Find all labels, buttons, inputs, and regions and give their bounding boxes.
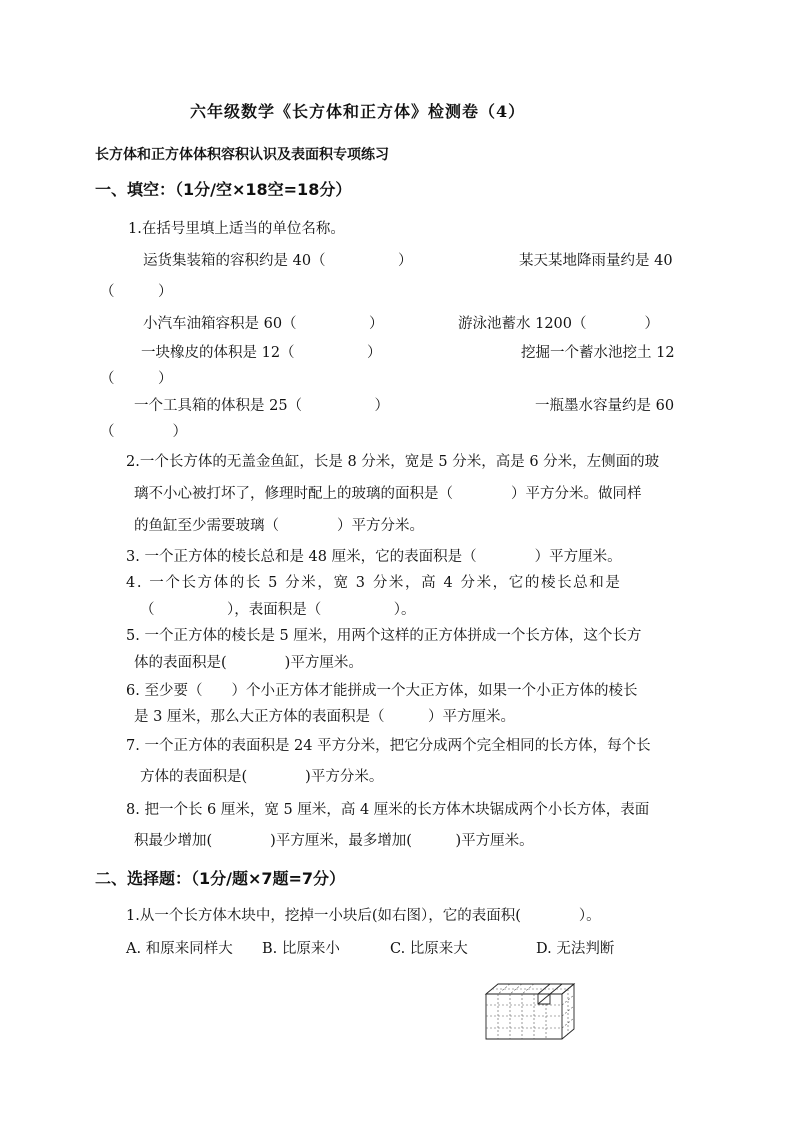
s2-q1-option-d: D. 无法判断	[536, 941, 615, 957]
s2-q1-option-b: B. 比原来小	[262, 941, 340, 957]
s2-q1-option-c: C. 比原来大	[390, 941, 468, 957]
subtitle: 长方体和正方体体积容积认识及表面积专项练习	[95, 147, 389, 163]
q4-line1	[126, 573, 700, 593]
q8-line2: 积最少增加( )平方厘米，最多增加( )平方厘米。	[134, 833, 534, 849]
q1-row4-right: 一瓶墨水容量约是 60	[535, 398, 675, 414]
q7-line1: 7. 一个正方体的表面积是 24 平方分米，把它分成两个完全相同的长方体，每个长	[126, 738, 651, 754]
q3-line: 3. 一个正方体的棱长总和是 48 厘米，它的表面积是（ ）平方厘米。	[126, 549, 622, 565]
section1-heading: 一、填空：（1分/空×18空=18分）	[95, 180, 352, 199]
q1-row1-tail: （ ）	[100, 284, 173, 300]
q1-prompt: 1.在括号里填上适当的单位名称。	[128, 221, 345, 237]
q1-row3-right: 挖掘一个蓄水池挖土 12	[521, 345, 675, 361]
q1-row3-left: 一块橡皮的体积是 12（ ）	[141, 345, 382, 361]
q6-line2: 是 3 厘米，那么大正方体的表面积是（ ）平方厘米。	[134, 709, 515, 725]
q1-row4-left: 一个工具箱的体积是 25（ ）	[134, 398, 390, 414]
q5-line1: 5. 一个正方体的棱长是 5 厘米，用两个这样的正方体拼成一个长方体，这个长方	[126, 628, 642, 644]
cuboid-with-notch-figure	[482, 982, 582, 1042]
page-title: 六年级数学《长方体和正方体》检测卷（4）	[190, 102, 526, 121]
q1-row2-right: 游泳池蓄水 1200（ ）	[458, 316, 660, 332]
q6-line1: 6. 至少要（ ）个小正方体才能拼成一个大正方体，如果一个小正方体的棱长	[126, 683, 638, 699]
q2-line1: 2.一个长方体的无盖金鱼缸，长是 8 分米，宽是 5 分米，高是 6 分米，左侧面的玻	[126, 454, 660, 470]
q5-line2: 体的表面积是( )平方厘米。	[134, 655, 363, 671]
q1-row2-left: 小汽车油箱容积是 60（ ）	[143, 316, 384, 332]
q2-line2: 璃不小心被打坏了，修理时配上的玻璃的面积是（ ）平方分米。做同样	[134, 486, 642, 502]
q1-row1-right: 某天某地降雨量约是 40	[519, 253, 673, 269]
q1-row3-tail: （ ）	[100, 371, 173, 387]
q2-line3: 的鱼缸至少需要玻璃（ ）平方分米。	[134, 518, 424, 534]
s2-q1-prompt: 1.从一个长方体木块中，挖掉一小块后(如右图），它的表面积( ）。	[126, 908, 601, 924]
q1-row1-left: 运货集装箱的容积约是 40（ ）	[143, 253, 413, 269]
q7-line2: 方体的表面积是( )平方分米。	[140, 769, 384, 785]
section2-heading: 二、选择题：（1分/题×7题=7分）	[95, 869, 346, 888]
s2-q1-option-a: A. 和原来同样大	[126, 941, 233, 957]
q4-line1-text: 4. 一个长方体的长 5 分米，宽 3 分米，高 4 分米，它的棱长总和是	[126, 575, 622, 591]
q8-line1: 8. 把一个长 6 厘米，宽 5 厘米，高 4 厘米的长方体木块锯成两个小长方体，表面	[126, 802, 650, 818]
q4-line2: （ ），表面积是（ ）。	[140, 602, 416, 618]
q1-row4-tail: （ ）	[100, 424, 187, 440]
